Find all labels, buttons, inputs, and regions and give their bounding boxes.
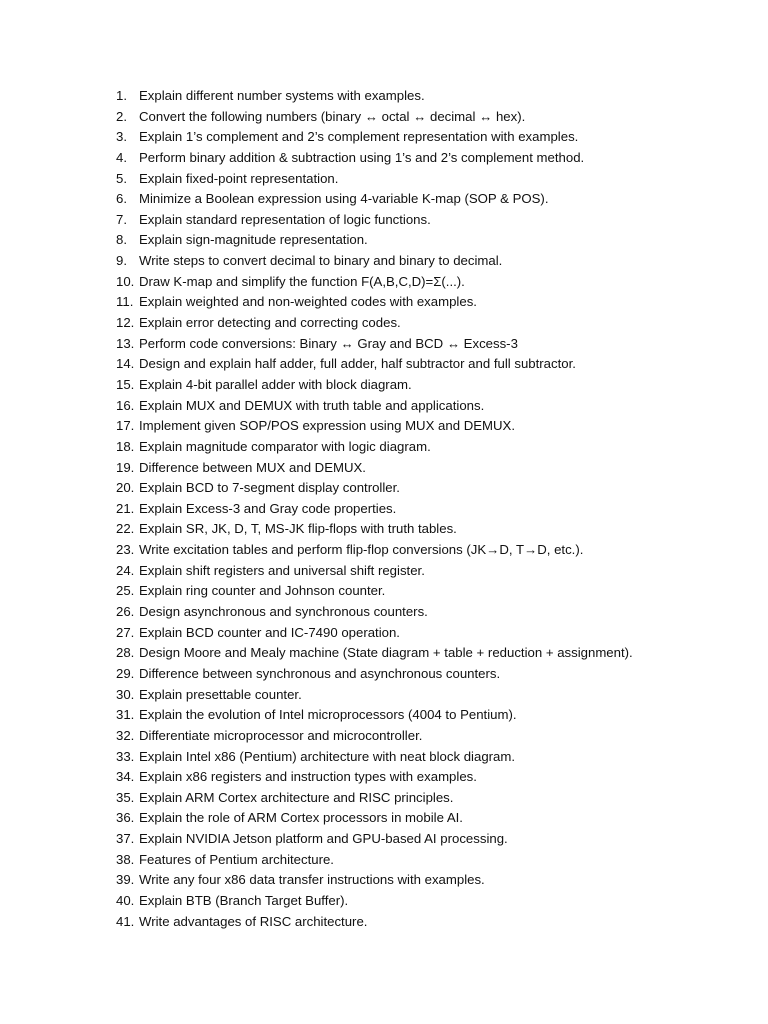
question-item <box>116 86 633 107</box>
question-item <box>116 726 633 747</box>
question-text: Explain standard representation of logic functions. <box>139 211 431 227</box>
question-text: Explain x86 registers and instruction types with examples. <box>139 769 477 785</box>
question-number: 24. <box>116 562 135 578</box>
question-number: 20. <box>116 480 135 496</box>
question-number: 23. <box>116 542 135 558</box>
question-number: 14. <box>116 356 135 372</box>
question-item <box>116 602 633 623</box>
question-number: 19. <box>116 459 135 475</box>
question-text: Difference between synchronous and asynchronous counters. <box>139 665 501 681</box>
question-item <box>116 581 633 602</box>
question-number: 28. <box>116 645 135 661</box>
question-text: Explain fixed-point representation. <box>139 170 339 186</box>
question-item <box>116 169 633 190</box>
question-number: 10. <box>116 273 135 289</box>
question-item <box>116 107 633 128</box>
question-text: Difference between MUX and DEMUX. <box>139 459 366 475</box>
question-text: Explain weighted and non-weighted codes with examples. <box>139 294 477 310</box>
question-item <box>116 127 633 148</box>
question-text: Minimize a Boolean expression using 4-variable K-map (SOP & POS). <box>139 191 549 207</box>
question-text: Explain BCD counter and IC-7490 operation. <box>139 624 400 640</box>
question-item <box>116 499 633 520</box>
question-text: Write steps to convert decimal to binary and binary to decimal. <box>139 253 503 269</box>
question-item <box>116 643 633 664</box>
question-item <box>116 747 633 768</box>
question-number: 41. <box>116 913 135 929</box>
question-item <box>116 705 633 726</box>
question-number: 13. <box>116 335 135 351</box>
question-text: Features of Pentium architecture. <box>139 851 334 867</box>
question-number: 6. <box>116 191 127 207</box>
question-number: 29. <box>116 665 135 681</box>
question-text: Differentiate microprocessor and microcontroller. <box>139 727 423 743</box>
question-number: 12. <box>116 315 135 331</box>
question-text: Explain the evolution of Intel microprocessors (4004 to Pentium). <box>139 707 517 723</box>
question-item <box>116 685 633 706</box>
question-number: 1. <box>116 88 127 103</box>
question-text: Design and explain half adder, full adder, half subtractor and full subtractor. <box>139 356 576 372</box>
question-number: 3. <box>116 129 127 145</box>
question-text: Design Moore and Mealy machine (State diagram + table + reduction + assignment). <box>139 645 633 661</box>
question-number: 2. <box>116 108 127 124</box>
question-text: Convert the following numbers (binary ↔ octal ↔ decimal ↔ hex). <box>139 108 526 124</box>
question-text: Explain ARM Cortex architecture and RISC principles. <box>139 789 454 805</box>
question-number: 32. <box>116 727 135 743</box>
question-item <box>116 334 633 355</box>
question-item <box>116 788 633 809</box>
question-item <box>116 148 633 169</box>
question-item <box>116 850 633 871</box>
question-number: 34. <box>116 769 135 785</box>
question-item <box>116 540 633 561</box>
question-item <box>116 458 633 479</box>
question-item <box>116 808 633 829</box>
question-number: 22. <box>116 521 135 537</box>
question-item <box>116 891 633 912</box>
question-item <box>116 478 633 499</box>
question-text: Explain the role of ARM Cortex processors in mobile AI. <box>139 810 463 826</box>
question-item <box>116 230 633 251</box>
question-item <box>116 437 633 458</box>
question-number: 15. <box>116 376 135 392</box>
question-item <box>116 870 633 891</box>
question-item <box>116 829 633 850</box>
question-number: 33. <box>116 748 135 764</box>
question-text: Explain 4-bit parallel adder with block diagram. <box>139 376 412 392</box>
question-text: Explain MUX and DEMUX with truth table and applications. <box>139 397 485 413</box>
question-item <box>116 664 633 685</box>
question-item <box>116 416 633 437</box>
question-item <box>116 272 633 293</box>
question-number: 4. <box>116 149 127 165</box>
question-number: 5. <box>116 170 127 186</box>
question-number: 38. <box>116 851 135 867</box>
question-number: 27. <box>116 624 135 640</box>
question-text: Explain 1’s complement and 2’s complement representation with examples. <box>139 129 579 145</box>
question-number: 37. <box>116 831 135 847</box>
question-text: Design asynchronous and synchronous counters. <box>139 604 428 620</box>
question-number: 11. <box>116 294 134 310</box>
question-text: Write excitation tables and perform flip-flop conversions (JK→D, T→D, etc.). <box>139 542 584 558</box>
question-text: Write any four x86 data transfer instructions with examples. <box>139 872 485 888</box>
question-item <box>116 210 633 231</box>
question-number: 31. <box>116 707 135 723</box>
question-item <box>116 767 633 788</box>
question-text: Write advantages of RISC architecture. <box>139 913 368 929</box>
question-text: Explain presettable counter. <box>139 686 302 702</box>
question-text: Explain different number systems with examples. <box>139 88 425 103</box>
question-text: Explain BCD to 7-segment display controller. <box>139 480 400 496</box>
question-number: 21. <box>116 500 135 516</box>
question-number: 7. <box>116 211 127 227</box>
question-item <box>116 292 633 313</box>
question-number: 35. <box>116 789 135 805</box>
question-text: Implement given SOP/POS expression using MUX and DEMUX. <box>139 418 515 434</box>
question-text: Explain NVIDIA Jetson platform and GPU-based AI processing. <box>139 831 508 847</box>
question-item <box>116 354 633 375</box>
question-text: Draw K-map and simplify the function F(A,B,C,D)=Σ(...). <box>139 273 465 289</box>
question-item <box>116 561 633 582</box>
question-text: Explain sign-magnitude representation. <box>139 232 368 248</box>
question-item <box>116 375 633 396</box>
question-number: 26. <box>116 604 135 620</box>
question-item <box>116 251 633 272</box>
question-item <box>116 313 633 334</box>
question-item <box>116 189 633 210</box>
question-item <box>116 519 633 540</box>
question-item <box>116 623 633 644</box>
question-text: Explain magnitude comparator with logic diagram. <box>139 438 431 454</box>
question-number: 9. <box>116 253 127 269</box>
question-item <box>116 912 633 933</box>
question-text: Explain Intel x86 (Pentium) architecture with neat block diagram. <box>139 748 516 764</box>
question-list <box>116 86 633 932</box>
question-number: 40. <box>116 892 135 908</box>
question-text: Explain Excess-3 and Gray code properties. <box>139 500 397 516</box>
question-number: 18. <box>116 438 135 454</box>
question-number: 30. <box>116 686 135 702</box>
question-text: Explain ring counter and Johnson counter. <box>139 583 386 599</box>
question-text: Explain BTB (Branch Target Buffer). <box>139 892 349 908</box>
question-text: Perform code conversions: Binary ↔ Gray and BCD ↔ Excess-3 <box>139 335 518 351</box>
question-number: 25. <box>116 583 135 599</box>
question-text: Explain SR, JK, D, T, MS-JK flip-flops with truth tables. <box>139 521 457 537</box>
question-text: Explain shift registers and universal shift register. <box>139 562 425 578</box>
question-number: 17. <box>116 418 135 434</box>
question-number: 8. <box>116 232 127 248</box>
question-number: 39. <box>116 872 135 888</box>
question-text: Explain error detecting and correcting codes. <box>139 315 401 331</box>
question-item <box>116 396 633 417</box>
question-number: 36. <box>116 810 135 826</box>
question-text: Perform binary addition & subtraction using 1’s and 2’s complement method. <box>139 149 585 165</box>
question-number: 16. <box>116 397 135 413</box>
